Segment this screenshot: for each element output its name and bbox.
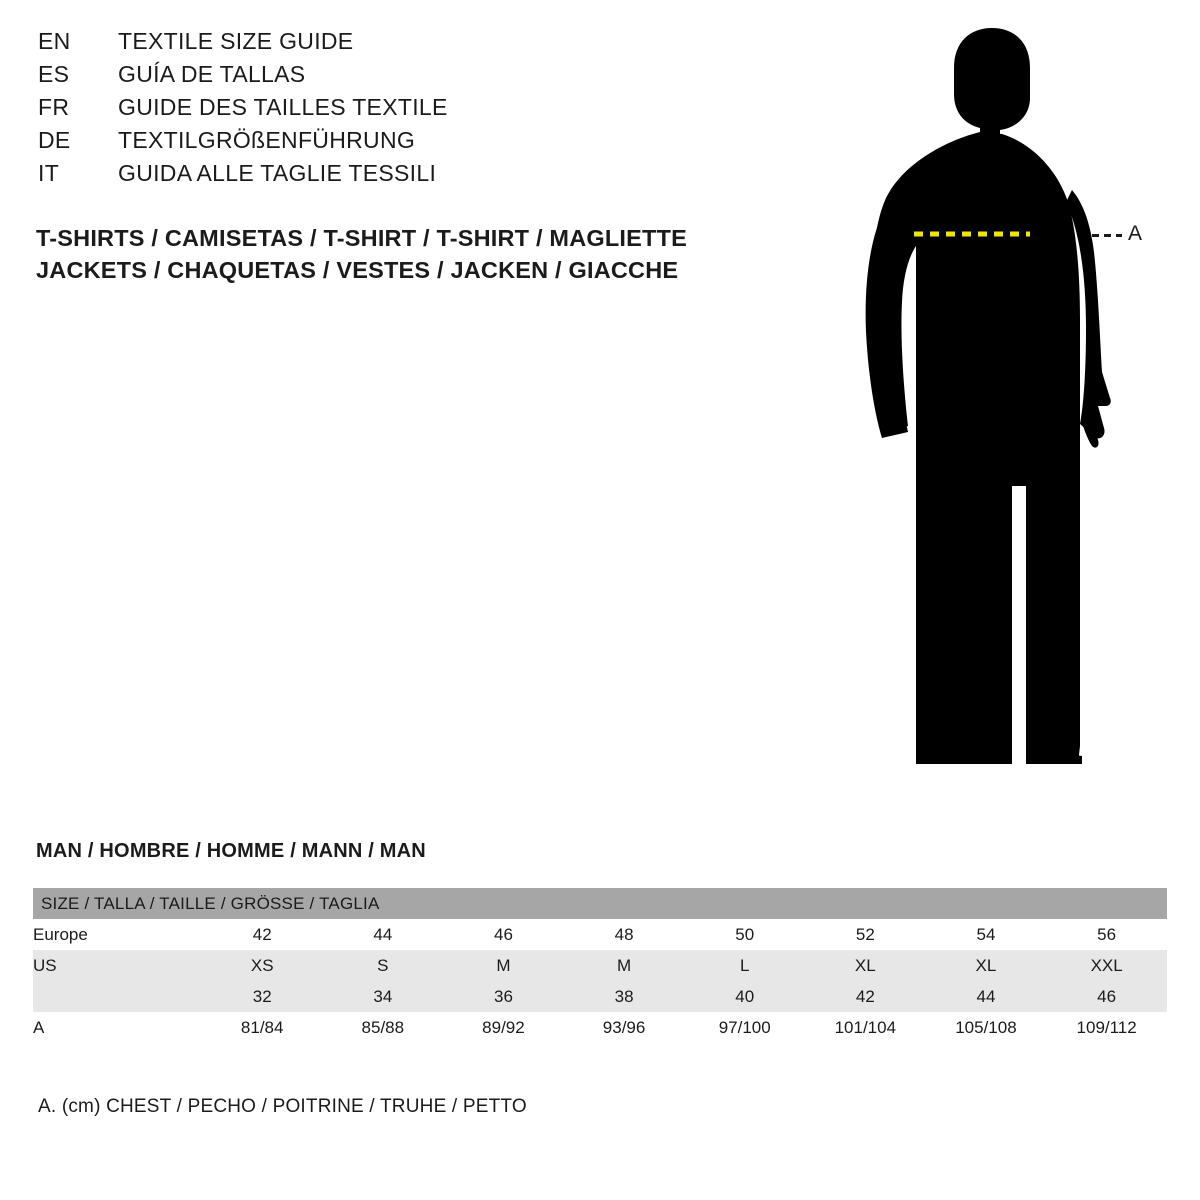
cell: 46 [1046,981,1167,1012]
legend-row [38,61,798,94]
cell: 54 [926,919,1047,950]
legend-text-es: GUÍA DE TALLAS [118,61,306,87]
legend-row [38,160,798,193]
section-title-man: MAN / HOMBRE / HOMME / MANN / MAN [36,840,426,862]
cell: 40 [684,981,805,1012]
cell: 85/88 [323,1012,444,1043]
table-row [33,919,1167,950]
table-row [33,981,1167,1012]
row-label-europe: Europe [33,919,202,950]
cell: 50 [684,919,805,950]
legend-text-en: TEXTILE SIZE GUIDE [118,28,354,54]
legend-row [38,94,798,127]
body-figure-illustration [830,20,1170,790]
cell: 93/96 [564,1012,685,1043]
cell: 52 [805,919,926,950]
cell: M [564,950,685,981]
legend-row [38,28,798,61]
cell: 109/112 [1046,1012,1167,1043]
cell: 97/100 [684,1012,805,1043]
chest-leader-dashes [1092,234,1122,237]
cell: 38 [564,981,685,1012]
row-label-a: A [33,1012,202,1043]
row-label-us: US [33,950,202,981]
cell: S [323,950,444,981]
cell: 44 [926,981,1047,1012]
chest-measure-label: A [1128,222,1143,245]
cell: 42 [805,981,926,1012]
legend-row [38,127,798,160]
cell: 46 [443,919,564,950]
legend-text-de: TEXTILGRÖßENFÜHRUNG [118,127,416,153]
legend-text-fr: GUIDE DES TAILLES TEXTILE [118,94,448,120]
legend-text-it: GUIDA ALLE TAGLIE TESSILI [118,160,437,186]
cell: 105/108 [926,1012,1047,1043]
language-legend [38,28,798,193]
cell: 34 [323,981,444,1012]
cell: 44 [323,919,444,950]
table-header-label: SIZE / TALLA / TAILLE / GRÖSSE / TAGLIA [33,888,1167,919]
cell: XXL [1046,950,1167,981]
legend-code-it: IT [38,160,60,186]
cell: XL [926,950,1047,981]
cell: XS [202,950,323,981]
category-jackets: JACKETS / CHAQUETAS / VESTES / JACKEN / GIACCHE [36,257,679,283]
legend-code-es: ES [38,61,70,87]
legend-code-en: EN [38,28,71,54]
table-header-row [33,888,1167,919]
cell: 42 [202,919,323,950]
category-tshirts: T-SHIRTS / CAMISETAS / T-SHIRT / T-SHIRT / MAGLIETTE [36,225,687,251]
table-row [33,950,1167,981]
footnote-chest: A. (cm) CHEST / PECHO / POITRINE / TRUHE / PETTO [38,1096,527,1117]
cell: XL [805,950,926,981]
cell: 81/84 [202,1012,323,1043]
cell: M [443,950,564,981]
cell: 48 [564,919,685,950]
cell: 89/92 [443,1012,564,1043]
cell: 32 [202,981,323,1012]
row-label-numeric [33,981,202,1012]
cell: 56 [1046,919,1167,950]
garment-categories [36,222,687,286]
cell: 36 [443,981,564,1012]
legend-code-fr: FR [38,94,70,120]
legend-code-de: DE [38,127,71,153]
size-table [33,888,1167,1043]
cell: 101/104 [805,1012,926,1043]
table-row [33,1012,1167,1043]
cell: L [684,950,805,981]
